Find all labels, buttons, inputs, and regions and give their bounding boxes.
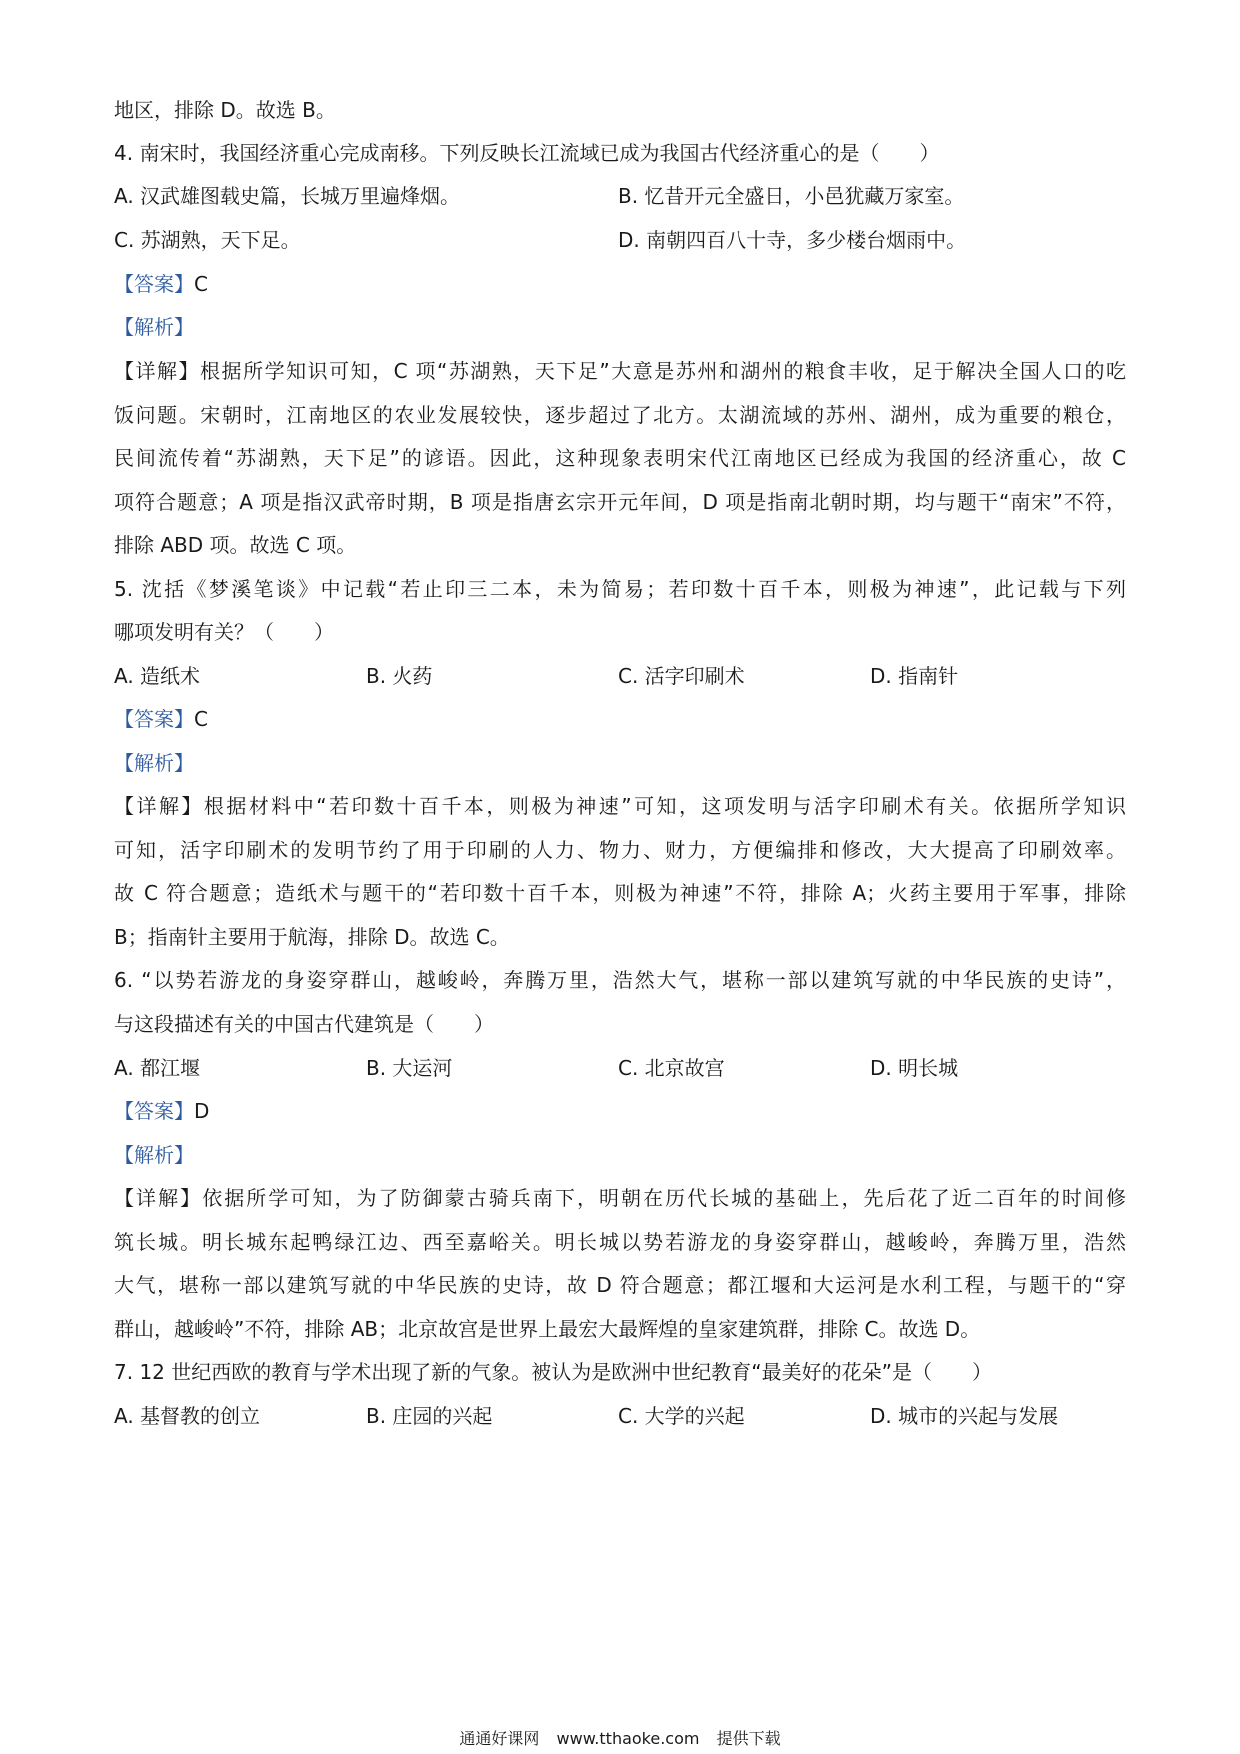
answer-label: 【答案】 <box>114 707 194 731</box>
footer-site: 通通好课网 <box>459 1729 540 1748</box>
q5-detail-line-4: B；指南针主要用于航海，排除 D。故选 C。 <box>114 925 510 949</box>
q5-question-line-1: 5. 沈括《梦溪笔谈》中记载“若止印三二本，未为简易；若印数十百千本，则极为神速”，此记载与下列 <box>114 577 1126 601</box>
footer-note: 提供下载 <box>716 1729 781 1748</box>
q5-question-line-2: 哪项发明有关？（ ） <box>114 620 334 644</box>
intro-line: 地区，排除 D。故选 B。 <box>114 98 336 122</box>
q7-option-c: C. 大学的兴起 <box>618 1404 745 1428</box>
answer-label: 【答案】 <box>114 272 194 296</box>
detail-text: 依据所学可知，为了防御蒙古骑兵南下，明朝在历代长城的基础上，先后花了近二百年的时间修 <box>202 1186 1127 1210</box>
q4-option-d: D. 南朝四百八十寺，多少楼台烟雨中。 <box>618 228 967 252</box>
q6-question-line-1: 6. “以势若游龙的身姿穿群山，越峻岭，奔腾万里，浩然大气，堪称一部以建筑写就的中华民族的史诗”， <box>114 968 1126 992</box>
q4-detail-line-2: 饭问题。宋朝时，江南地区的农业发展较快，逐步超过了北方。太湖流域的苏州、湖州，成为重要的粮仓， <box>114 403 1126 427</box>
detail-label: 【详解】 <box>114 1186 203 1210</box>
q6-analysis-label: 【解析】 <box>114 1143 194 1167</box>
answer-label: 【答案】 <box>114 1099 194 1123</box>
q4-analysis-label: 【解析】 <box>114 315 194 339</box>
q6-option-d: D. 明长城 <box>870 1056 959 1080</box>
q7-option-d: D. 城市的兴起与发展 <box>870 1404 1059 1428</box>
answer-value: C <box>194 272 208 296</box>
q5-option-c: C. 活字印刷术 <box>618 664 745 688</box>
q4-detail-line-3: 民间流传着“苏湖熟，天下足”的谚语。因此，这种现象表明宋代江南地区已经成为我国的经济重心，故 C <box>114 446 1126 470</box>
q6-option-c: C. 北京故宫 <box>618 1056 725 1080</box>
q6-option-b: B. 大运河 <box>366 1056 453 1080</box>
q4-option-c: C. 苏湖熟，天下足。 <box>114 228 301 252</box>
q6-detail-line-1 <box>114 1184 1126 1212</box>
detail-text: 根据所学知识可知，C 项“苏湖熟，天下足”大意是苏州和湖州的粮食丰收，足于解决全国人口的吃 <box>200 359 1127 383</box>
q4-detail-line-1 <box>114 357 1126 385</box>
q4-detail-line-4: 项符合题意；A 项是指汉武帝时期，B 项是指唐玄宗开元年间，D 项是指南北朝时期，均与题干“南宋”不符， <box>114 490 1126 514</box>
page-footer <box>0 1728 1240 1750</box>
q5-option-d: D. 指南针 <box>870 664 959 688</box>
q5-detail-line-1 <box>114 792 1126 820</box>
q4-detail-line-5: 排除 ABD 项。故选 C 项。 <box>114 533 357 557</box>
detail-text: 根据材料中“若印数十百千本，则极为神速”可知，这项发明与活字印刷术有关。依据所学知识 <box>203 794 1126 818</box>
answer-value: C <box>194 707 208 731</box>
q6-detail-line-4: 群山，越峻岭”不符，排除 AB；北京故宫是世界上最宏大最辉煌的皇家建筑群，排除 C。故选 D。 <box>114 1317 981 1341</box>
q5-analysis-label: 【解析】 <box>114 751 194 775</box>
q6-detail-line-2: 筑长城。明长城东起鸭绿江边、西至嘉峪关。明长城以势若游龙的身姿穿群山，越峻岭，奔腾万里，浩然 <box>114 1230 1126 1254</box>
q6-question-line-2: 与这段描述有关的中国古代建筑是（ ） <box>114 1012 494 1036</box>
q7-question: 7. 12 世纪西欧的教育与学术出现了新的气象。被认为是欧洲中世纪教育“最美好的花朵”是（ ） <box>114 1360 992 1384</box>
q6-option-a: A. 都江堰 <box>114 1056 201 1080</box>
q6-answer <box>114 1097 1126 1125</box>
q7-option-b: B. 庄园的兴起 <box>366 1404 493 1428</box>
q5-option-b: B. 火药 <box>366 664 433 688</box>
q4-answer <box>114 270 1126 298</box>
q6-detail-line-3: 大气，堪称一部以建筑写就的中华民族的史诗，故 D 符合题意；都江堰和大运河是水利工程，与题干的“穿 <box>114 1273 1126 1297</box>
detail-label: 【详解】 <box>114 359 201 383</box>
q5-option-a: A. 造纸术 <box>114 664 201 688</box>
detail-label: 【详解】 <box>114 794 204 818</box>
q7-option-a: A. 基督教的创立 <box>114 1404 261 1428</box>
q4-option-a: A. 汉武雄图载史篇，长城万里遍烽烟。 <box>114 184 461 208</box>
q5-detail-line-2: 可知，活字印刷术的发明节约了用于印刷的人力、物力、财力，方便编排和修改，大大提高了印刷效率。 <box>114 838 1126 862</box>
q4-question: 4. 南宋时，我国经济重心完成南移。下列反映长江流域已成为我国古代经济重心的是（ ） <box>114 141 940 165</box>
answer-value: D <box>194 1099 210 1123</box>
q5-detail-line-3: 故 C 符合题意；造纸术与题干的“若印数十百千本，则极为神速”不符，排除 A；火药主要用于军事，排除 <box>114 881 1126 905</box>
q5-answer <box>114 705 1126 733</box>
footer-url[interactable]: www.tthaoke.com <box>556 1729 700 1748</box>
q4-option-b: B. 忆昔开元全盛日，小邑犹藏万家室。 <box>618 184 965 208</box>
